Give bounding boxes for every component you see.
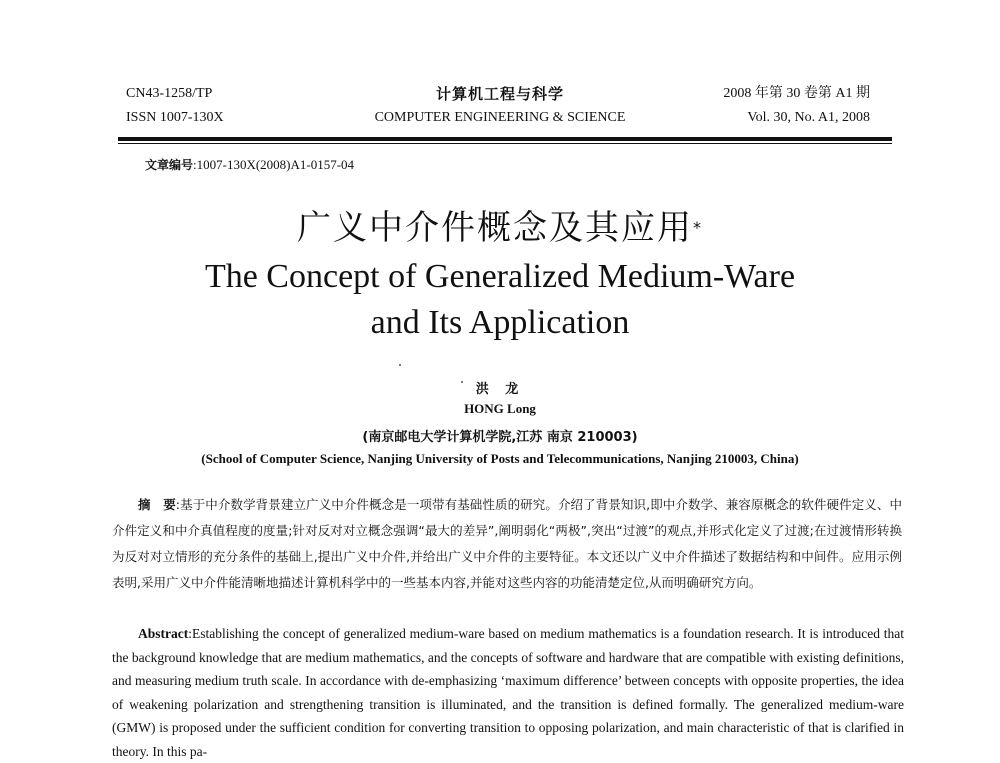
abstract-en <box>112 622 904 763</box>
journal-name <box>300 82 700 130</box>
issue-cn: 2008 年第 30 卷第 A1 期 <box>723 86 870 101</box>
header-rule-thin <box>118 143 892 144</box>
abstract-cn <box>112 492 902 596</box>
journal-name-cn: 计算机工程与科学 <box>435 85 564 103</box>
author-en: HONG Long <box>464 401 536 416</box>
issue-en: Vol. 30, No. A1, 2008 <box>747 110 870 125</box>
title-cn <box>200 203 800 253</box>
scan-speck <box>461 381 463 383</box>
journal-name-en: COMPUTER ENGINEERING & SCIENCE <box>374 110 626 125</box>
title-en <box>150 254 850 346</box>
article-number-value: :1007-130X(2008)A1-0157-04 <box>193 157 355 172</box>
cn-code: CN43-1258/TP <box>126 86 213 101</box>
title-cn-text: 广义中介件概念及其应用 <box>297 208 693 248</box>
article-number <box>145 156 354 174</box>
title-en-line2: and Its Application <box>370 304 630 341</box>
scan-speck <box>399 364 401 366</box>
issue-info <box>723 82 870 130</box>
header-rule-thick <box>118 137 892 141</box>
abstract-cn-label: 摘 要 <box>138 497 176 512</box>
title-en-line1: The Concept of Generalized Medium-Ware <box>204 258 796 295</box>
article-number-label: 文章编号 <box>145 158 194 172</box>
author-cn: 洪 龙 <box>475 382 525 397</box>
affiliation-en: (School of Computer Science, Nanjing University of Posts and Telecommunications, Nanjing 210003, China) <box>201 451 799 466</box>
title-footnote-mark: * <box>693 218 703 237</box>
abstract-en-text: :Establishing the concept of generalized medium-ware based on medium mathematics is a foundation research. It is introduced that the background knowledge that are medium mathematics, and the concepts of software and hardware that are compatible with existing definitions, and measuring medium truth scale. In accordance with de-emphasizing ‘maximum difference’ between concepts with opposite properties, the idea of weakening polarization and strengthening transition is illuminated, and the transition is defined formally. The generalized medium-ware (GMW) is proposed under the sufficient condition for converting transition to opposing polarization, and main characteristic of that is clarified in theory. In this pa- <box>112 626 904 759</box>
abstract-cn-text: :基于中介数学背景建立广义中介件概念是一项带有基础性质的研究。介绍了背景知识,即中介数学、兼容原概念的软件硬件定义、中介件定义和中介真值程度的度量;针对反对对立概念强调“最大的差异”,阐明弱化“两极”,突出“过渡”的观点,并形式化定义了过渡;在过渡情形转换为反对对立情形的充分条件的基础上,提出广义中介件,并给出广义中介件的主要特征。本文还以广义中介件描述了数据结构和中间件。应用示例表明,采用广义中介件能清晰地描述计算机科学中的一些基本内容,并能对这些内容的功能清楚定位,从而明确研究方向。 <box>112 497 902 590</box>
issn-code: ISSN 1007-130X <box>126 110 224 125</box>
abstract-en-label: Abstract <box>138 626 189 641</box>
affiliation-cn: (南京邮电大学计算机学院,江苏 南京 210003) <box>362 430 638 445</box>
journal-codes <box>126 82 224 130</box>
